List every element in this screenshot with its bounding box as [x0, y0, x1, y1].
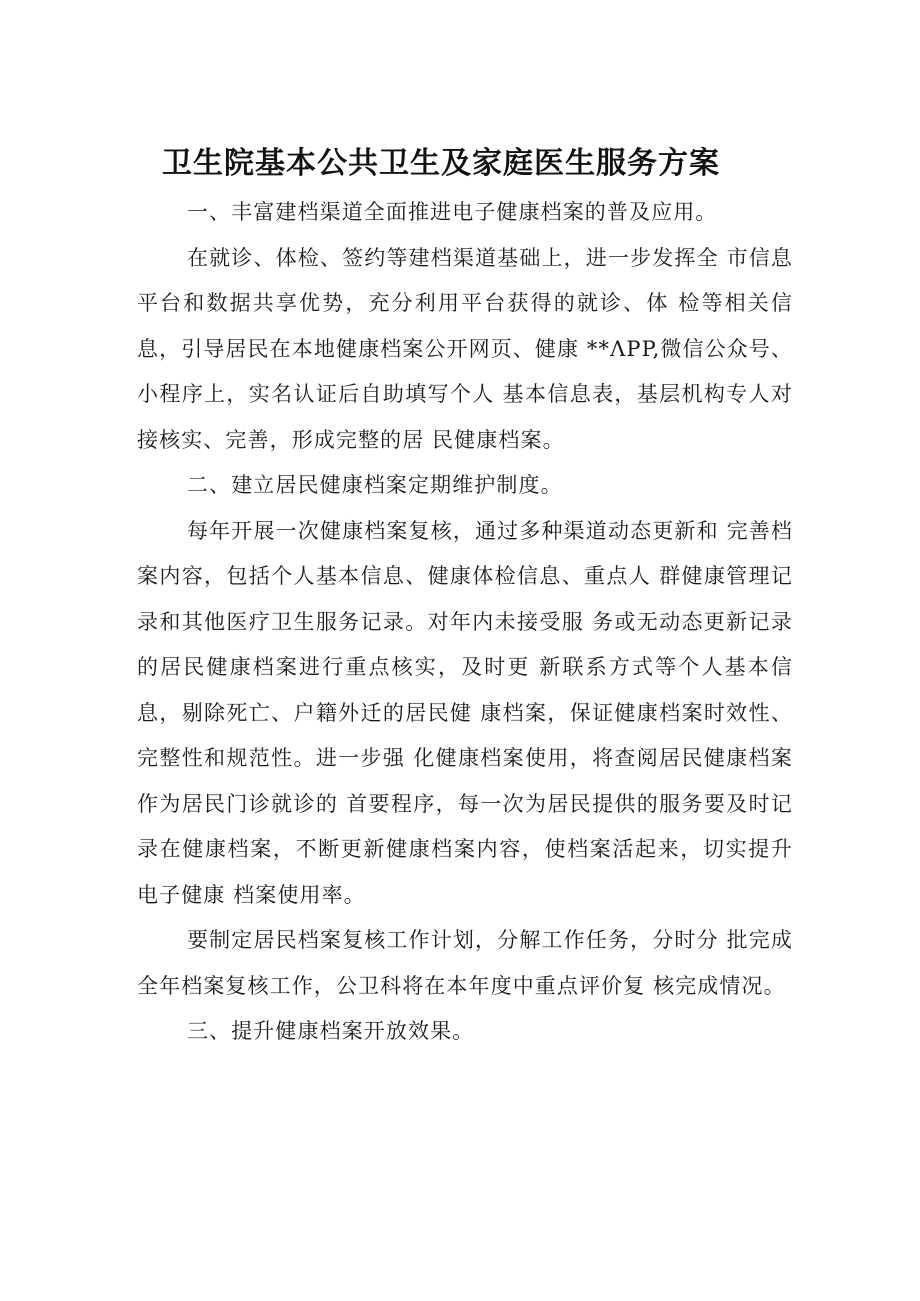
section-2-paragraph-1: 每年开展一次健康档案复核，通过多种渠道动态更新和 完善档案内容，包括个人基本信息、健康体检信息、重点人 群健康管理记录和其他医疗卫生服务记录。对年内未接受服 务或无动态更新记录的居民健康档案进行重点核实，及时更 新联系方式等个人基本信息，剔除死亡、户籍外迁的居民健 康档案，保证健康档案时效性、完整性和规范性。进一步强 化健康档案使用，将查阅居民健康档案作为居民门诊就诊的 首要程序，每一次为居民提供的服务要及时记录在健康档案，不断更新健康档案内容，使档案活起来，切实提升电子健康 档案使用率。: [137, 518, 793, 907]
section-2-paragraph-2: 要制定居民档案复核工作计划，分解工作任务，分时分 批完成全年档案复核工作，公卫科将在本年度中重点评价复 核完成情况。: [137, 928, 793, 998]
section-heading-2: 二、建立居民健康档案定期维护制度。: [187, 473, 563, 497]
section-1-paragraph-1: 在就诊、体检、签约等建档渠道基础上，进一步发挥全 市信息平台和数据共享优势，充分利用平台获得的就诊、体 检等相关信息，引导居民在本地健康档案公开网页、健康 **ΛPP,微信公众号、小程序上，实名认证后自助填写个人 基本信息表，基层机构专人对接核实、完善，形成完整的居 民健康档案。: [137, 245, 793, 452]
section-heading-3: 三、提升健康档案开放效果。: [187, 1019, 475, 1043]
document-title: 卫生院基本公共卫生及家庭医生服务方案: [162, 146, 720, 181]
document-body: [137, 190, 793, 1055]
section-heading-1: 一、丰富建档渠道全面推进电子健康档案的普及应用。: [187, 200, 718, 224]
